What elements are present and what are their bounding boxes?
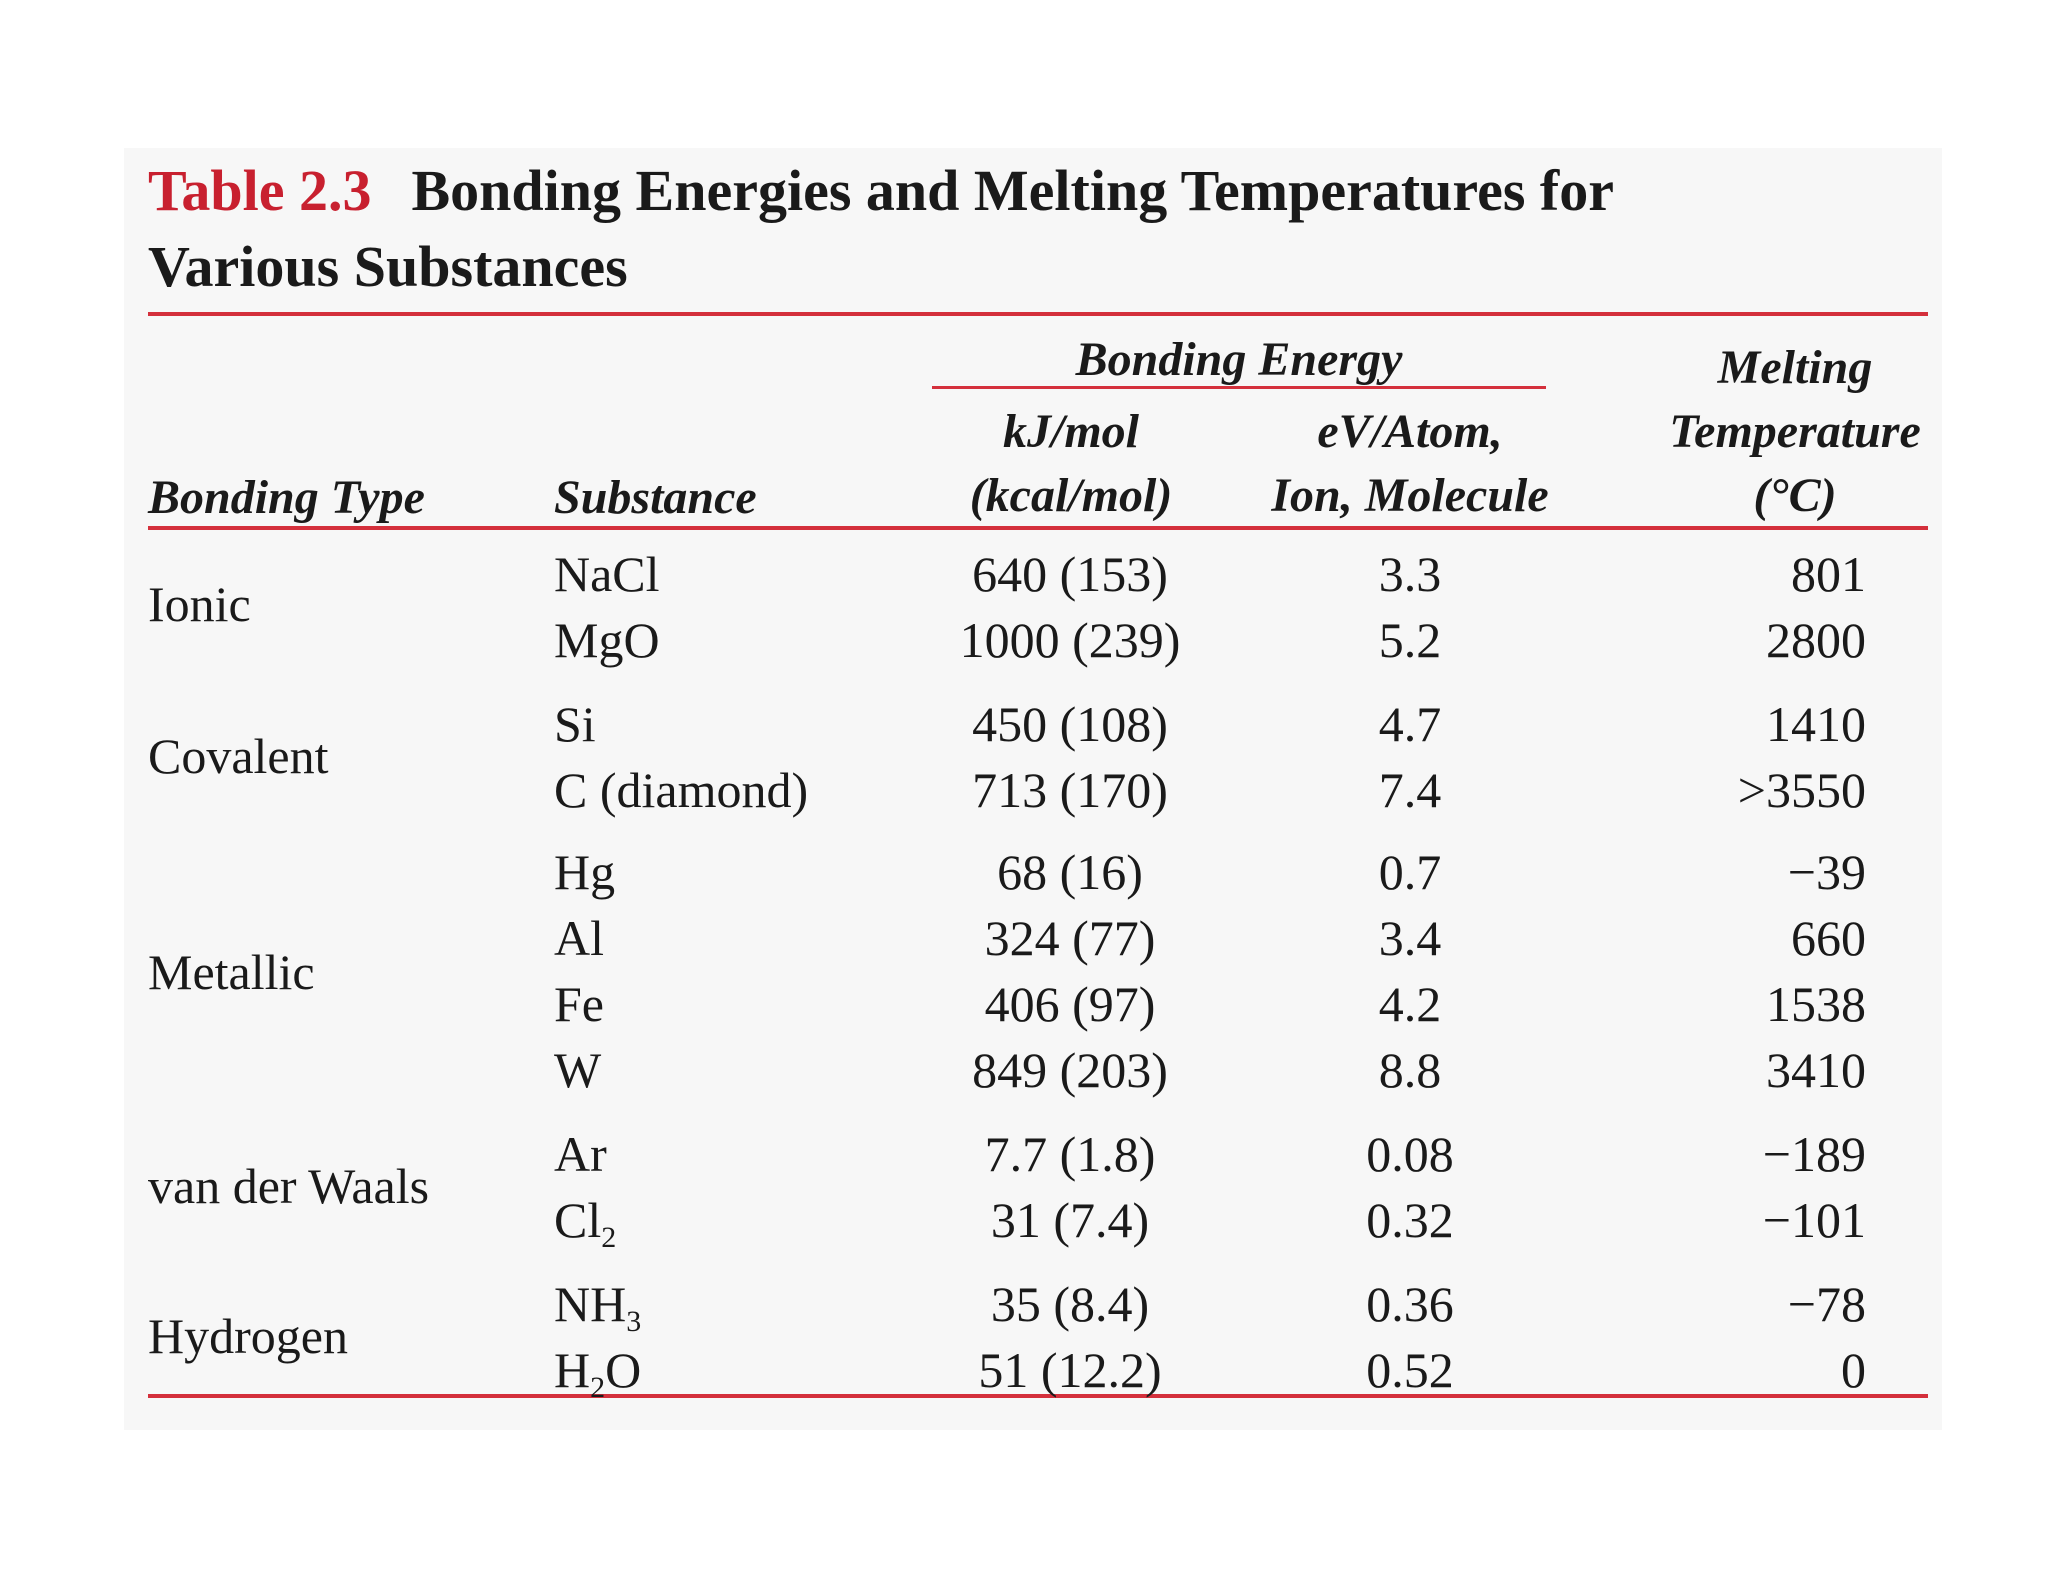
- kj-cell: 31 (7.4): [990, 1192, 1150, 1248]
- header-melting-line2: Temperature: [1669, 405, 1921, 458]
- ev-cell: 4.2: [1378, 976, 1442, 1032]
- melt-cell: 1410: [1766, 696, 1866, 752]
- melt-cell: 0: [1841, 1342, 1866, 1398]
- melt-cell: 660: [1791, 910, 1866, 966]
- top-rule: [148, 312, 1928, 316]
- substance-cell: NaCl: [554, 546, 660, 602]
- substance-cell: Hg: [554, 844, 616, 900]
- header-melting-line3: (°C): [1753, 469, 1837, 522]
- formula-base: NH: [554, 1276, 627, 1332]
- melt-cell: 801: [1791, 546, 1866, 602]
- melt-cell: 1538: [1766, 976, 1866, 1032]
- table-title-line1: Bonding Energies and Melting Temperatures for: [411, 158, 1614, 223]
- header-substance: Substance: [554, 471, 757, 524]
- kj-cell: 406 (97): [984, 976, 1156, 1032]
- table-title-line2: Various Substances: [148, 234, 628, 299]
- group-label-van-der-waals: van der Waals: [148, 1158, 430, 1214]
- ev-cell: 0.08: [1366, 1126, 1454, 1182]
- substance-cell: [554, 1340, 642, 1404]
- melt-cell: −78: [1787, 1276, 1866, 1332]
- header-bonding-energy: Bonding Energy: [1075, 333, 1403, 386]
- substance-cell: Ar: [554, 1126, 607, 1182]
- ev-cell: 0.52: [1366, 1342, 1454, 1398]
- formula-tail: O: [605, 1342, 642, 1398]
- substance-cell: Al: [554, 910, 604, 966]
- melt-cell: >3550: [1737, 762, 1866, 818]
- header-ev-line2: Ion, Molecule: [1271, 469, 1549, 522]
- table-caption: [148, 156, 1614, 226]
- melt-cell: 3410: [1766, 1042, 1866, 1098]
- kj-cell: 7.7 (1.8): [984, 1126, 1156, 1182]
- header-ev-line1: eV/Atom,: [1317, 405, 1503, 458]
- ev-cell: 3.4: [1378, 910, 1442, 966]
- substance-cell: W: [554, 1042, 602, 1098]
- formula-subscript: 2: [590, 1371, 606, 1404]
- formula-subscript: 2: [601, 1221, 617, 1254]
- header-kj-line2: (kcal/mol): [969, 469, 1173, 522]
- group-label-ionic: Ionic: [148, 576, 251, 632]
- ev-cell: 8.8: [1378, 1042, 1442, 1098]
- formula-base: H: [554, 1342, 591, 1398]
- header-melting-line1: Melting: [1717, 341, 1873, 394]
- group-label-hydrogen: Hydrogen: [148, 1308, 348, 1364]
- substance-cell: [554, 1274, 642, 1338]
- kj-cell: 68 (16): [997, 844, 1143, 900]
- melt-cell: 2800: [1766, 612, 1866, 668]
- substance-cell: C (diamond): [554, 762, 809, 818]
- melt-cell: −101: [1762, 1192, 1866, 1248]
- substance-cell: MgO: [554, 612, 660, 668]
- header-kj-line1: kJ/mol: [1002, 405, 1139, 458]
- kj-cell: 450 (108): [972, 696, 1168, 752]
- kj-cell: 849 (203): [972, 1042, 1168, 1098]
- substance-cell: Fe: [554, 976, 604, 1032]
- kj-cell: 640 (153): [972, 546, 1168, 602]
- group-label-covalent: Covalent: [148, 728, 329, 784]
- table-number: Table 2.3: [148, 158, 372, 223]
- melt-cell: −39: [1787, 844, 1866, 900]
- group-label-metallic: Metallic: [148, 944, 315, 1000]
- kj-cell: 51 (12.2): [978, 1342, 1162, 1398]
- ev-cell: 0.36: [1366, 1276, 1454, 1332]
- ev-cell: 7.4: [1378, 762, 1442, 818]
- substance-cell: [554, 1190, 617, 1254]
- substance-cell: Si: [554, 696, 596, 752]
- ev-cell: 0.7: [1378, 844, 1442, 900]
- ev-cell: 5.2: [1378, 612, 1442, 668]
- ev-cell: 0.32: [1366, 1192, 1454, 1248]
- formula-base: Cl: [554, 1192, 602, 1248]
- ev-cell: 4.7: [1378, 696, 1442, 752]
- kj-cell: 1000 (239): [959, 612, 1181, 668]
- formula-subscript: 3: [626, 1305, 642, 1338]
- header-bonding-type: Bonding Type: [148, 471, 425, 524]
- header-rule: [148, 526, 1928, 530]
- kj-cell: 713 (170): [972, 762, 1168, 818]
- kj-cell: 324 (77): [984, 910, 1156, 966]
- ev-cell: 3.3: [1378, 546, 1442, 602]
- kj-cell: 35 (8.4): [990, 1276, 1150, 1332]
- melt-cell: −189: [1762, 1126, 1866, 1182]
